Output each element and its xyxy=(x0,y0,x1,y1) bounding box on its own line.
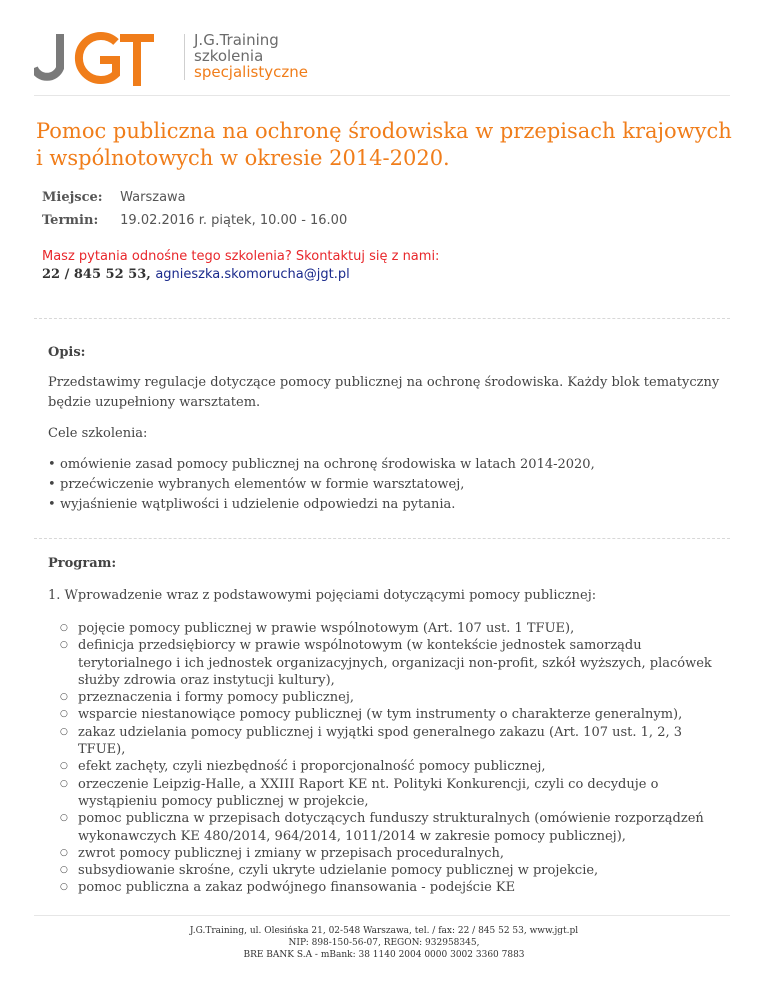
list-item: ○ pomoc publiczna w przepisach dotyczących funduszy strukturalnych (omówienie rozporządzeń wykonawczych KE 480/2014, 964/2014, 1011/2014 w zakresie pomocy publicznej), xyxy=(60,810,720,845)
list-item: ○ przeznaczenia i formy pomocy publicznej, xyxy=(60,689,720,706)
list-item: • przećwiczenie wybranych elementów w formie warsztatowej, xyxy=(48,475,595,495)
program-item-number: 1. xyxy=(48,588,61,603)
section-divider xyxy=(34,538,730,539)
page-title: Pomoc publiczna na ochronę środowiska w przepisach krajowych i wspólnotowych w okresie 2014-2020. xyxy=(36,119,732,170)
footer-ids: NIP: 898-150-56-07, REGON: 932958345, xyxy=(288,938,480,948)
list-item: ○ pojęcie pomocy publicznej w prawie wspólnotowym (Art. 107 ust. 1 TFUE), xyxy=(60,620,720,637)
logo-line-3: specjalistyczne xyxy=(194,63,308,81)
program-heading: Program: xyxy=(48,556,117,571)
contact-email-link[interactable]: agnieszka.skomorucha@jgt.pl xyxy=(155,267,350,282)
goals-list xyxy=(48,455,595,515)
list-item: • wyjaśnienie wątpliwości i udzielenie odpowiedzi na pytania. xyxy=(48,495,595,515)
goals-heading: Cele szkolenia: xyxy=(48,426,148,441)
list-item: ○ orzeczenie Leipzig-Halle, a XXIII Raport KE nt. Polityki Konkurencji, czyli co decyduje o wystąpieniu pomocy publicznej w projekcie, xyxy=(60,776,720,811)
contact-question: Masz pytania odnośne tego szkolenia? Skontaktuj się z nami: xyxy=(42,249,440,264)
footer-address: J.G.Training, ul. Olesińska 21, 02-548 Warszawa, tel. / fax: 22 / 845 52 53, www.jgt.pl xyxy=(189,926,579,936)
opis-heading: Opis: xyxy=(48,345,86,360)
contact-box: Masz pytania odnośne tego szkolenia? Skontaktuj się z nami: 22 / 845 52 53, agnieszka.skomorucha@jgt.pl xyxy=(42,249,440,282)
list-item: ○ zwrot pomocy publicznej i zmiany w przepisach proceduralnych, xyxy=(60,845,720,862)
list-item: ○ efekt zachęty, czyli niezbędność i proporcjonalność pomocy publicznej, xyxy=(60,758,720,775)
list-item: ○ wsparcie niestanowiące pomocy publicznej (w tym instrumenty o charakterze generalnym), xyxy=(60,706,720,723)
opis-description: Przedstawimy regulacje dotyczące pomocy publicznej na ochronę środowiska. Każdy blok tematyczny będzie uzupełniony warsztatem. xyxy=(48,375,720,410)
header xyxy=(34,28,734,98)
list-item: ○ definicja przedsiębiorcy w prawie wspólnotowym (w kontekście jednostek samorządu terytorialnego i ich jednostek organizacyjnych, organizacji non-profit, szkół wyższych, placówek służby zdrowia oraz instytucji kultury), xyxy=(60,637,720,689)
footer-divider xyxy=(34,915,730,916)
list-item: ○ zakaz udzielania pomocy publicznej i wyjątki spod generalnego zakazu (Art. 107 ust. 1, 2, 3 TFUE), xyxy=(60,724,720,759)
list-item: ○ subsydiowanie skrośne, czyli ukryte udzielanie pomocy publicznej w projekcie, xyxy=(60,862,720,879)
program-item-text: Wprowadzenie wraz z podstawowymi pojęciami dotyczącymi pomocy publicznej: xyxy=(64,588,597,603)
place-label: Miejsce: xyxy=(42,190,103,205)
header-divider xyxy=(34,95,730,96)
contact-phone[interactable]: 22 / 845 52 53 xyxy=(42,267,147,282)
date-value: 19.02.2016 r. piątek, 10.00 - 16.00 xyxy=(120,213,348,228)
date-label: Termin: xyxy=(42,213,99,228)
footer-bank: BRE BANK S.A - mBank: 38 1140 2004 0000 3002 3360 7883 xyxy=(243,950,525,960)
program-subitems xyxy=(60,620,720,897)
program-item-1 xyxy=(48,586,596,606)
section-divider xyxy=(34,318,730,319)
logo-line-2: szkolenia xyxy=(194,47,264,65)
logo-line-1: J.G.Training xyxy=(194,31,279,49)
meta-place xyxy=(42,190,186,206)
footer xyxy=(34,925,734,961)
logo-text xyxy=(194,32,308,80)
meta-date xyxy=(42,213,347,229)
jgt-logo xyxy=(34,30,154,86)
list-item: ○ pomoc publiczna a zakaz podwójnego finansowania - podejście KE xyxy=(60,879,720,896)
place-value: Warszawa xyxy=(120,190,186,205)
list-item: • omówienie zasad pomocy publicznej na ochronę środowiska w latach 2014-2020, xyxy=(48,455,595,475)
logo-divider xyxy=(184,34,185,80)
